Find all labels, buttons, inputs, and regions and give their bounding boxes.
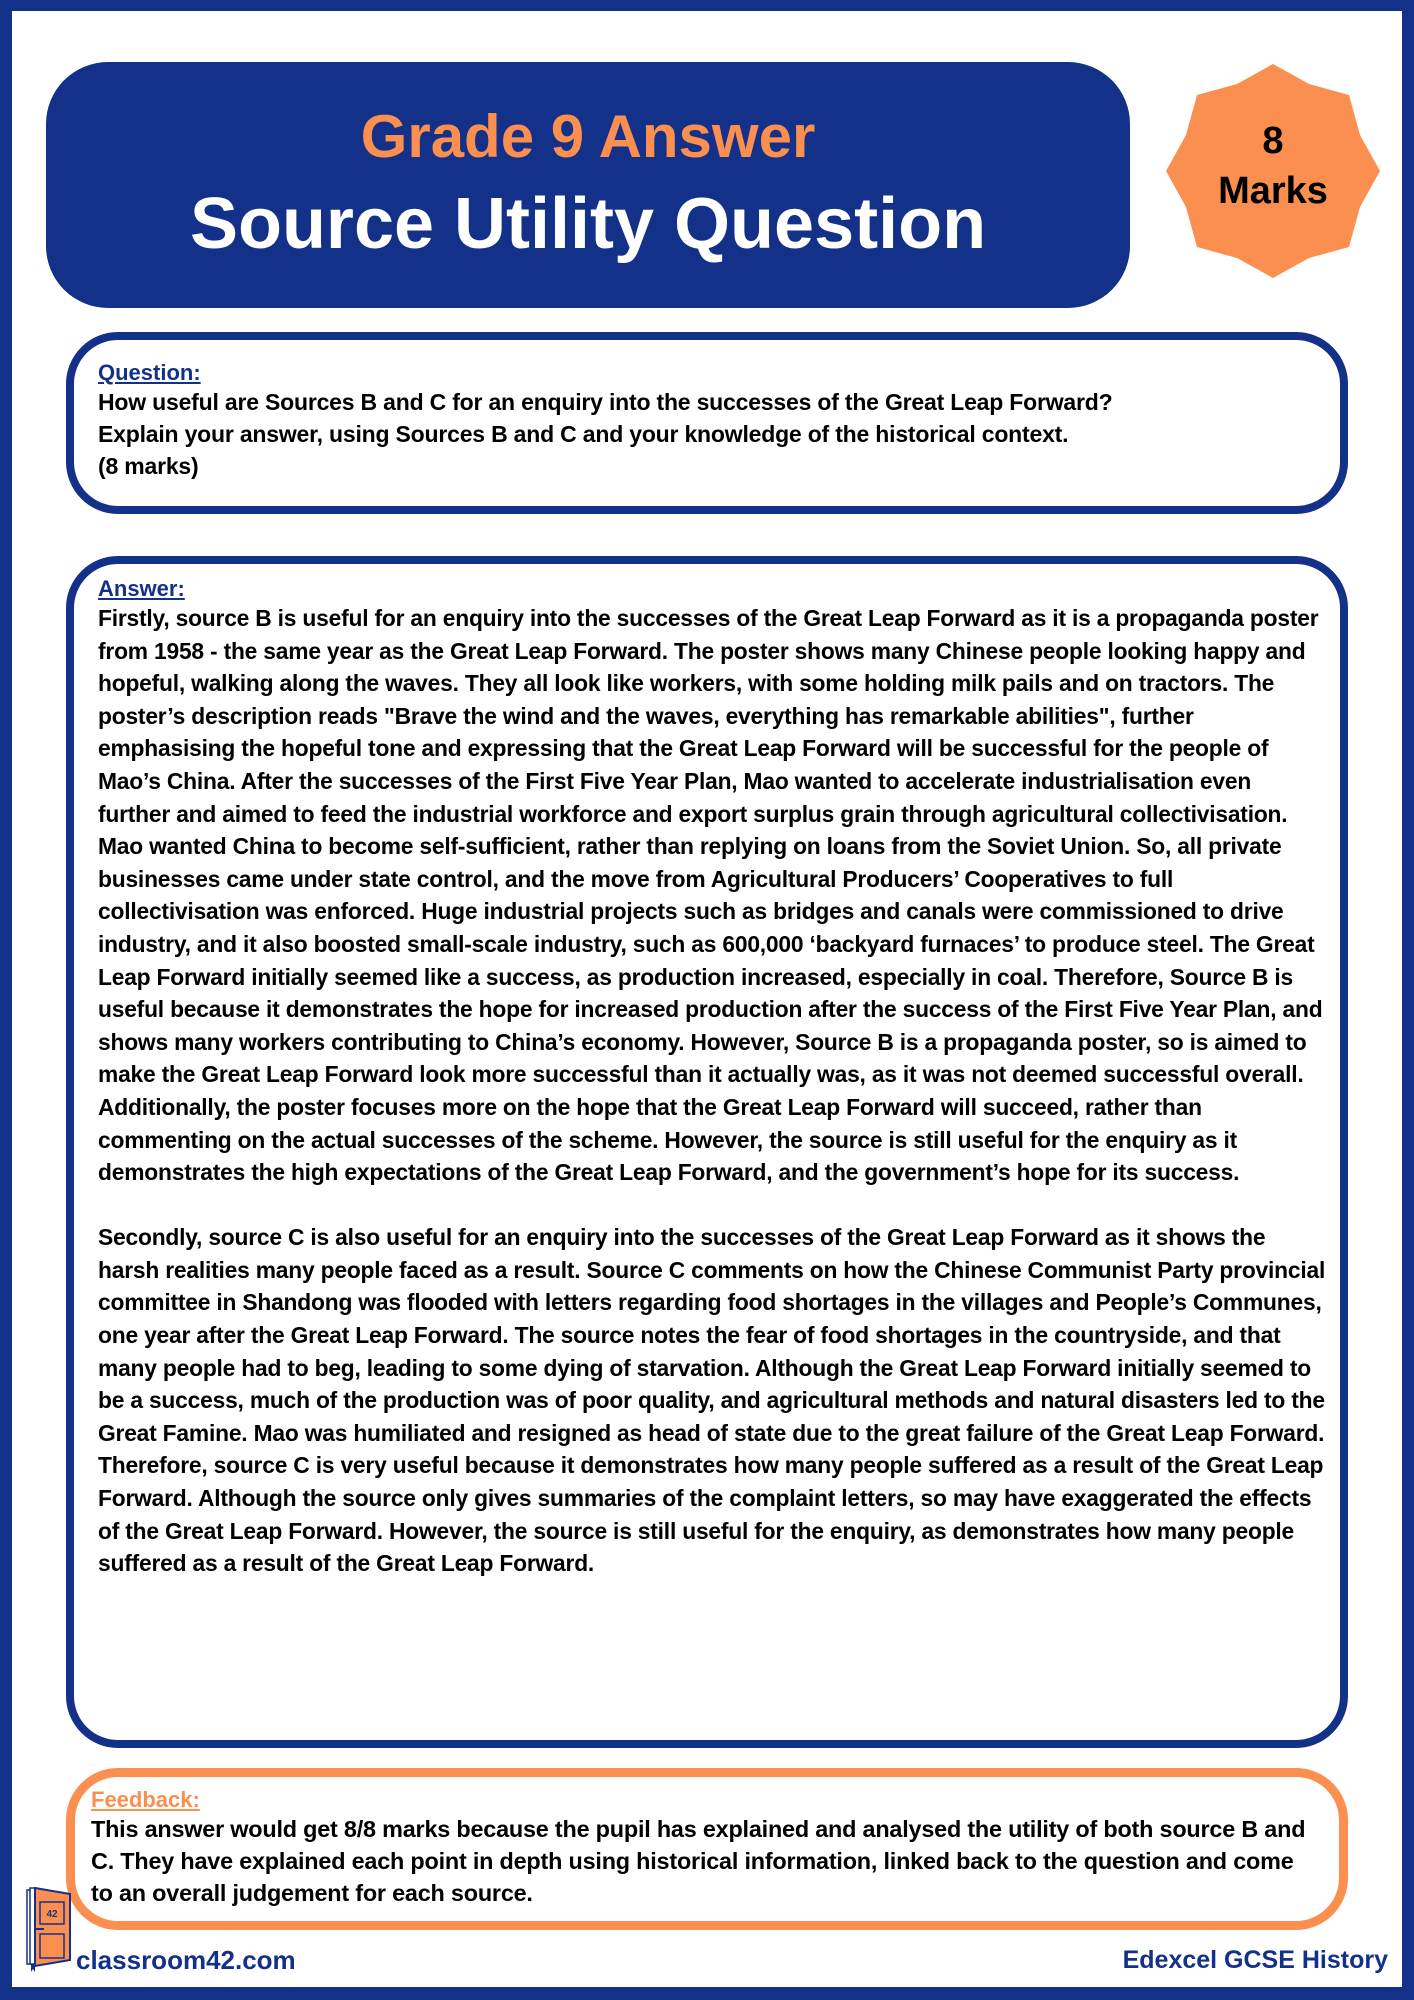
feedback-text: This answer would get 8/8 marks because the pupil has explained and analysed the utility of both source B and C. They have explained each point in depth using historical information, linked back to the question and come to an overall judgement for each source. bbox=[91, 1816, 1306, 1906]
question-line: Explain your answer, using Sources B and C and your knowledge of the historical context. bbox=[98, 421, 1069, 447]
title-banner bbox=[46, 62, 1130, 308]
feedback-card bbox=[66, 1768, 1348, 1930]
site-url: classroom42.com bbox=[76, 1945, 296, 1975]
answer-label: Answer: bbox=[98, 576, 185, 601]
question-label: Question: bbox=[98, 360, 201, 385]
feedback-label: Feedback: bbox=[91, 1787, 200, 1812]
title-question-type: Source Utility Question bbox=[189, 184, 987, 264]
subject-label: Edexcel GCSE History bbox=[1122, 1946, 1388, 1974]
svg-text:42: 42 bbox=[46, 1909, 58, 1920]
answer-paragraph-1: Firstly, source B is useful for an enquiry into the successes of the Great Leap Forward as it is a propaganda poster from 1958 - the same year as the Great Leap Forward. The poster shows many Chinese people looking happy and hopeful, walking along the waves. They all look like workers, with some holding milk pails and on tractors. The poster’s description reads "Brave the wind and the waves, everything has remarkable abilities", further emphasising the hopeful tone and expressing that the Great Leap Forward will be successful for the people of Mao’s China. After the successes of the First Five Year Plan, Mao wanted to accelerate industrialisation even further and aimed to feed the industrial workforce and export surplus grain through agricultural collectivisation. Mao wanted China to become self-sufficient, rather than replying on loans from the Soviet Union. So, all private businesses came under state control, and the move from Agricultural Producers’ Cooperatives to full collectivisation was enforced. Huge industrial projects such as bridges and canals were commissioned to drive industry, and it also boosted small-scale industry, such as 600,000 ‘backyard furnaces’ to produce steel. The Great Leap Forward initially seemed like a success, as production increased, especially in coal. Therefore, Source B is useful because it demonstrates the hope for increased production after the success of the First Five Year Plan, and shows many workers contributing to China’s economy. However, Source B is a propaganda poster, so is aimed to make the Great Leap Forward look more successful than it actually was, as it was not deemed successful overall. Additionally, the poster focuses more on the hope that the Great Leap Forward will succeed, rather than commenting on the actual successes of the scheme. However, the source is still useful for the enquiry as it demonstrates the high expectations of the Great Leap Forward, and the government’s hope for its success. bbox=[98, 605, 1323, 1186]
door-logo-icon bbox=[26, 1886, 74, 1972]
question-card bbox=[66, 332, 1348, 514]
question-line: (8 marks) bbox=[98, 453, 199, 479]
marks-badge bbox=[1166, 64, 1380, 278]
answer-card bbox=[66, 556, 1348, 1748]
marks-number: 8 bbox=[1262, 120, 1284, 162]
marks-unit: Marks bbox=[1218, 170, 1328, 212]
answer-paragraph-2: Secondly, source C is also useful for an enquiry into the successes of the Great Leap Forward as it shows the harsh realities many people faced as a result. Source C comments on how the Chinese Communist Party provincial committee in Shandong was flooded with letters regarding food shortages in the villages and People’s Communes, one year after the Great Leap Forward. The source notes the fear of food shortages in the countryside, and that many people had to beg, leading to some dying of starvation. Although the Great Leap Forward initially seemed to be a success, much of the production was of poor quality, and agricultural methods and natural disasters led to the Great Famine. Mao was humiliated and resigned as head of state due to the great failure of the Great Leap Forward. Therefore, source C is very useful because it demonstrates how many people suffered as a result of the Great Leap Forward. Although the source only gives summaries of the complaint letters, so may have exaggerated the effects of the Great Leap Forward. However, the source is still useful for the enquiry, as demonstrates how many people suffered as a result of the Great Leap Forward. bbox=[98, 1224, 1326, 1577]
title-grade: Grade 9 Answer bbox=[360, 103, 816, 170]
question-line: How useful are Sources B and C for an enquiry into the successes of the Great Leap Forward? bbox=[98, 389, 1113, 415]
